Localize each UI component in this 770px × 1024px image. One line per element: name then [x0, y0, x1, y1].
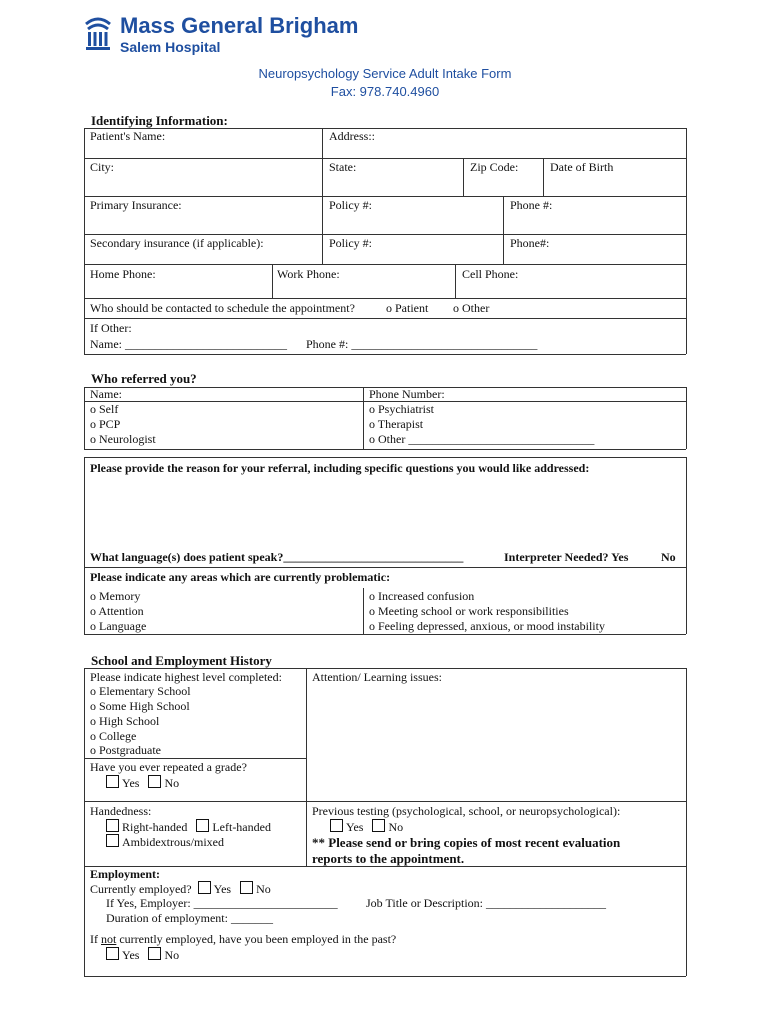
- employer-field[interactable]: If Yes, Employer: ________________________: [106, 896, 338, 910]
- logo: [84, 14, 384, 58]
- problem-language[interactable]: o Language: [90, 619, 147, 633]
- referral-option-neurologist[interactable]: o Neurologist: [90, 432, 156, 446]
- level-high-school[interactable]: o High School: [90, 714, 160, 728]
- employed-yes-label: Yes: [213, 882, 232, 896]
- past-employed-yes-checkbox[interactable]: [106, 947, 119, 960]
- repeated-grade-options: [106, 775, 179, 791]
- phone-label-2: Phone#:: [510, 236, 550, 250]
- level-postgraduate[interactable]: o Postgraduate: [90, 743, 161, 757]
- level-some-high-school[interactable]: o Some High School: [90, 699, 190, 713]
- testing-no-checkbox[interactable]: [372, 819, 385, 832]
- language-field[interactable]: What language(s) does patient speak?______________________________: [90, 550, 464, 564]
- repeated-yes-checkbox[interactable]: [106, 775, 119, 788]
- repeated-no-checkbox[interactable]: [148, 775, 161, 788]
- problem-attention[interactable]: o Attention: [90, 604, 144, 618]
- testing-yes-checkbox[interactable]: [330, 819, 343, 832]
- referral-name-label: Name:: [90, 387, 122, 401]
- cell-phone-label: Cell Phone:: [462, 267, 519, 281]
- past-employed-not: not: [101, 932, 117, 946]
- attention-learning-label: Attention/ Learning issues:: [312, 670, 442, 684]
- interpreter-no[interactable]: No: [661, 550, 676, 564]
- state-label: State:: [329, 160, 357, 174]
- referral-heading: Who referred you?: [91, 371, 197, 386]
- previous-testing-options: [330, 819, 403, 835]
- referral-option-pcp[interactable]: o PCP: [90, 417, 121, 431]
- bring-copies-note-2: reports to the appointment.: [312, 851, 465, 866]
- right-handed-checkbox[interactable]: [106, 819, 119, 832]
- problem-mood[interactable]: o Feeling depressed, anxious, or mood instability: [369, 619, 605, 633]
- hospital-logo-icon: [84, 16, 112, 52]
- level-elementary[interactable]: o Elementary School: [90, 684, 191, 698]
- level-prompt: Please indicate highest level completed:: [90, 670, 282, 684]
- referral-option-therapist[interactable]: o Therapist: [369, 417, 424, 431]
- repeated-no-label: No: [164, 776, 180, 790]
- contact-option-other[interactable]: o Other: [453, 301, 490, 315]
- past-employed-question: [90, 932, 396, 947]
- city-label: City:: [90, 160, 115, 174]
- job-title-field[interactable]: Job Title or Description: ____________________: [366, 896, 607, 910]
- referral-phone-label: Phone Number:: [369, 387, 445, 401]
- if-other-label: If Other:: [90, 321, 132, 335]
- contact-option-patient[interactable]: o Patient: [386, 301, 429, 315]
- past-employed-options: [106, 947, 179, 963]
- patient-name-label: Patient's Name:: [90, 129, 166, 143]
- problem-responsibilities[interactable]: o Meeting school or work responsibilities: [369, 604, 569, 618]
- address-label: Address::: [329, 129, 375, 143]
- ambidextrous-checkbox[interactable]: [106, 834, 119, 847]
- previous-testing-label: Previous testing (psychological, school, or neuropsychological):: [312, 804, 621, 818]
- school-heading: School and Employment History: [91, 653, 272, 668]
- bring-copies-note-1: ** Please send or bring copies of most recent evaluation: [312, 835, 621, 850]
- problem-confusion[interactable]: o Increased confusion: [369, 589, 475, 603]
- phone-label-1: Phone #:: [510, 198, 553, 212]
- employed-yes-checkbox[interactable]: [198, 881, 211, 894]
- form-title: Neuropsychology Service Adult Intake Form: [258, 66, 512, 81]
- employed-no-checkbox[interactable]: [240, 881, 253, 894]
- past-employed-no-label: No: [164, 948, 180, 962]
- repeated-yes-label: Yes: [122, 776, 140, 790]
- past-employed-no-checkbox[interactable]: [148, 947, 161, 960]
- form-fax: Fax: 978.740.4960: [330, 84, 440, 99]
- logo-brand: Mass General Brigham: [120, 13, 359, 38]
- right-handed-label: Right-handed: [122, 820, 188, 834]
- home-phone-label: Home Phone:: [90, 267, 156, 281]
- policy-label-1: Policy #:: [329, 198, 373, 212]
- ambidextrous-label: Ambidextrous/mixed: [122, 835, 224, 849]
- ambidextrous-option: [106, 834, 224, 850]
- problem-memory[interactable]: o Memory: [90, 589, 141, 603]
- past-employed-yes-label: Yes: [122, 948, 140, 962]
- currently-employed-question: Currently employed?: [90, 882, 192, 896]
- employment-label: Employment:: [90, 867, 160, 881]
- past-employed-post: currently employed, have you been employed in the past?: [116, 932, 397, 946]
- employed-no-label: No: [256, 882, 271, 896]
- zip-label: Zip Code:: [470, 160, 519, 174]
- other-name-field[interactable]: Name: ___________________________: [90, 337, 287, 351]
- logo-sub: Salem Hospital: [120, 39, 221, 55]
- other-phone-field[interactable]: Phone #: _______________________________: [306, 337, 538, 351]
- dob-label: Date of Birth: [550, 160, 614, 174]
- secondary-insurance-label: Secondary insurance (if applicable):: [90, 236, 264, 250]
- level-college[interactable]: o College: [90, 729, 137, 743]
- repeated-grade-question: Have you ever repeated a grade?: [90, 760, 247, 774]
- handedness-label: Handedness:: [90, 804, 152, 818]
- interpreter-yes[interactable]: Interpreter Needed? Yes: [504, 550, 629, 564]
- left-handed-checkbox[interactable]: [196, 819, 209, 832]
- referral-option-psychiatrist[interactable]: o Psychiatrist: [369, 402, 434, 416]
- work-phone-label: Work Phone:: [277, 267, 340, 281]
- policy-label-2: Policy #:: [329, 236, 373, 250]
- reason-answer-area[interactable]: [86, 478, 684, 546]
- duration-field[interactable]: Duration of employment: _______: [106, 911, 273, 925]
- reason-prompt: Please provide the reason for your referral, including specific questions you would like addressed:: [90, 461, 590, 475]
- problems-prompt: Please indicate any areas which are currently problematic:: [90, 570, 391, 584]
- referral-option-other[interactable]: o Other _______________________________: [369, 432, 595, 446]
- primary-insurance-label: Primary Insurance:: [90, 198, 182, 212]
- left-handed-label: Left-handed: [212, 820, 271, 834]
- testing-no-label: No: [388, 820, 404, 834]
- contact-question: Who should be contacted to schedule the appointment?: [90, 301, 355, 315]
- referral-option-self[interactable]: o Self: [90, 402, 119, 416]
- past-employed-pre: If: [90, 932, 101, 946]
- testing-yes-label: Yes: [346, 820, 364, 834]
- currently-employed-row: [90, 881, 271, 897]
- identifying-heading: Identifying Information:: [91, 113, 228, 128]
- handedness-options: [106, 819, 271, 835]
